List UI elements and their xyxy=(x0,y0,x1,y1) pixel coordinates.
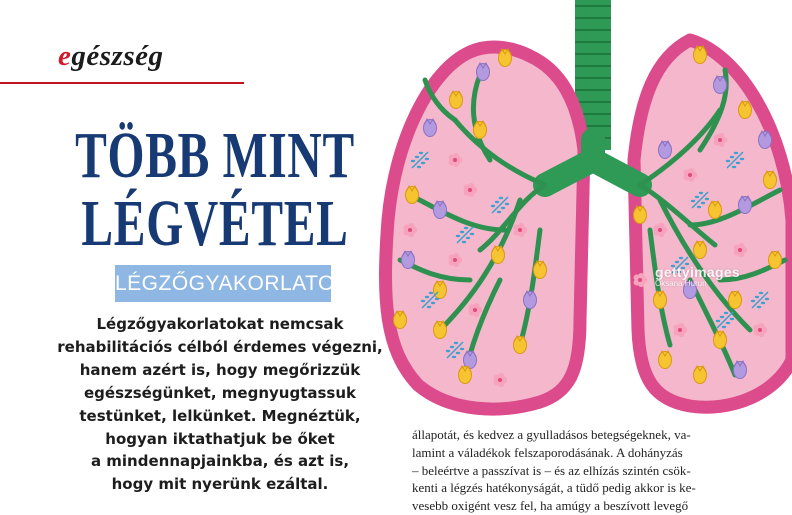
lead-line: hogyan iktathatjuk be őket xyxy=(105,429,335,448)
lead-line: hogy mit nyerünk ezáltal. xyxy=(111,475,329,494)
section-label-rest: gészség xyxy=(71,40,164,72)
lungs-base xyxy=(386,0,792,409)
flower xyxy=(714,76,727,94)
flower xyxy=(769,251,782,269)
body-line: kenti a légzés hatékonyságát, a tüdő pedig akkor is ke- xyxy=(412,480,696,496)
lead-line: testünket, lelkünket. Megnéztük, xyxy=(79,406,361,425)
watermark-credit: Oksana Hurun xyxy=(655,279,707,288)
flower xyxy=(406,186,419,204)
lead-line: rehabilitációs célból érdemes végezni, xyxy=(57,337,383,356)
flower xyxy=(499,49,512,67)
flower xyxy=(434,201,447,219)
flower xyxy=(659,351,672,369)
lead-line: egészségünket, megnyugtassuk xyxy=(84,383,356,402)
flower xyxy=(764,171,777,189)
flower xyxy=(474,121,487,139)
lungs-illustration xyxy=(378,0,792,418)
flower xyxy=(534,261,547,279)
body-line: lamint a váladékok felszaporodásának. A dohányzás xyxy=(412,444,683,460)
flower xyxy=(524,291,537,309)
getty-watermark xyxy=(655,264,740,288)
section-label-initial: e xyxy=(58,40,72,72)
flower xyxy=(694,241,707,259)
kicker-badge: LÉGZŐGYAKORLATOK xyxy=(115,265,331,302)
flower xyxy=(734,361,747,379)
flower xyxy=(514,336,527,354)
body-line: – beleértve a passzívat is – és az elhízás szintén csök- xyxy=(412,462,691,478)
flower xyxy=(459,366,472,384)
flower xyxy=(694,46,707,64)
flower xyxy=(464,351,477,369)
lead-paragraph xyxy=(38,313,402,496)
section-label xyxy=(58,40,163,73)
flower xyxy=(694,366,707,384)
flower xyxy=(394,311,407,329)
flower xyxy=(654,291,667,309)
flower xyxy=(492,246,505,264)
watermark-brand: gettyimages xyxy=(655,264,740,280)
headline-line-1: TÖBB MINT xyxy=(75,119,355,192)
lead-line: Légzőgyakorlatokat nemcsak xyxy=(96,315,344,333)
flower xyxy=(709,201,722,219)
body-line: vesebb oxigént vesz fel, ha amúgy a beszívott levegő xyxy=(412,498,689,514)
body-text xyxy=(412,426,732,515)
flower xyxy=(759,131,772,149)
section-rule xyxy=(0,82,244,84)
flower xyxy=(477,63,490,81)
flower xyxy=(729,291,742,309)
lead-line: a mindennapjainkba, és azt is, xyxy=(90,452,350,471)
headline-line-2: LÉGVÉTEL xyxy=(81,187,349,260)
flower xyxy=(450,91,463,109)
flower xyxy=(424,119,437,137)
flower xyxy=(714,331,727,349)
flower xyxy=(434,321,447,339)
body-line: állapotát, és kedvez a gyulladásos betegségeknek, va- xyxy=(412,427,691,442)
flower xyxy=(634,206,647,224)
flower xyxy=(434,281,447,299)
flower xyxy=(739,101,752,119)
lead-line: hanem azért is, hogy megőrizzük xyxy=(79,360,361,379)
flower xyxy=(659,141,672,159)
flower xyxy=(739,196,752,214)
flower xyxy=(402,251,415,269)
